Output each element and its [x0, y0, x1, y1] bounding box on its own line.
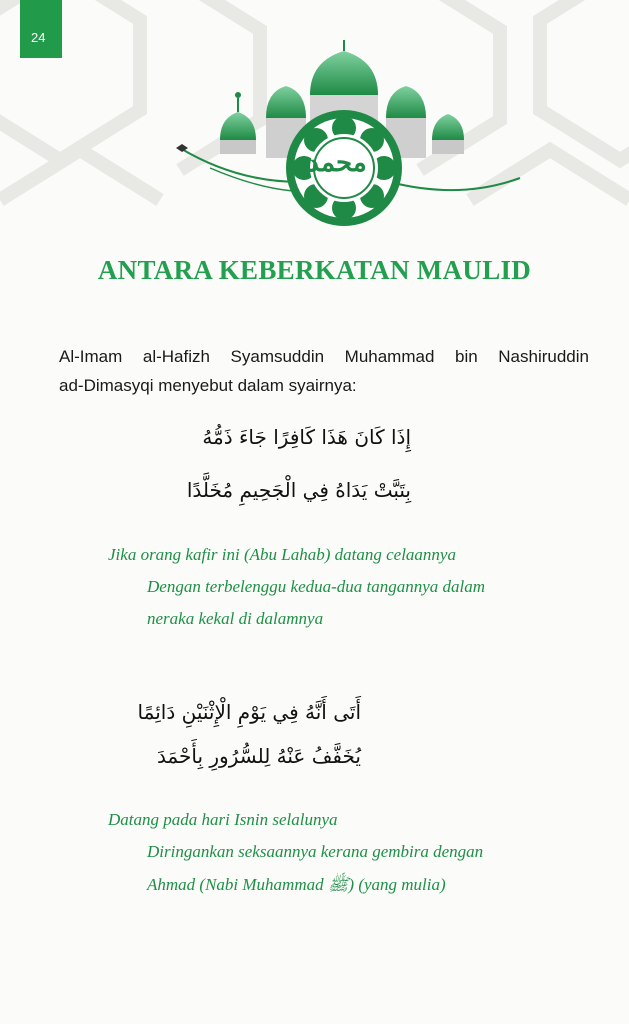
- intro-line-2: ad-Dimasyqi menyebut dalam syairnya:: [59, 376, 357, 395]
- intro-line-1: Al-Imam al-Hafizh Syamsuddin Muhammad bin Nashiruddin: [59, 347, 589, 366]
- verse2-translation-line-2: Diringankan seksaannya kerana gembira dengan: [147, 842, 484, 861]
- verse1-translation-line-1: Jika orang kafir ini (Abu Lahab) datang celaannya: [108, 545, 456, 564]
- intro-paragraph: [59, 342, 589, 400]
- page-number: 24: [31, 30, 46, 45]
- emblem-calligraphy: محمد: [307, 148, 367, 178]
- verse1-arabic-line-2: بِتَبَّتْ يَدَاهُ فِي الْجَحِيمِ مُخَلَّدًا: [186, 478, 411, 502]
- verse1-translation-line-2: Dengan terbelenggu kedua-dua tangannya dalam: [147, 577, 486, 596]
- verse1-arabic-line-1: إِذَا كَانَ هَذَا كَافِرًا جَاءَ ذَمُّهُ: [202, 425, 411, 449]
- verse1-translation-line-3: neraka kekal di dalamnya: [147, 609, 324, 628]
- verse2-translation-line-1: Datang pada hari Isnin selalunya: [108, 810, 338, 829]
- verse2-arabic-line-2: يُخَفَّفُ عَنْهُ لِلسُّرُورِ بِأَحْمَدَ: [156, 744, 361, 768]
- page-number-tab: [20, 0, 62, 58]
- verse2-translation-line-3: Ahmad (Nabi Muhammad ﷺ) (yang mulia): [147, 875, 446, 894]
- mosque-emblem-icon: [160, 40, 530, 240]
- verse2-arabic-line-1: أَتَى أَنَّهُ فِي يَوْمِ الْإِثْنَيْنِ دَائِمًا: [137, 700, 361, 724]
- section-title: ANTARA KEBERKATAN MAULID: [97, 255, 532, 285]
